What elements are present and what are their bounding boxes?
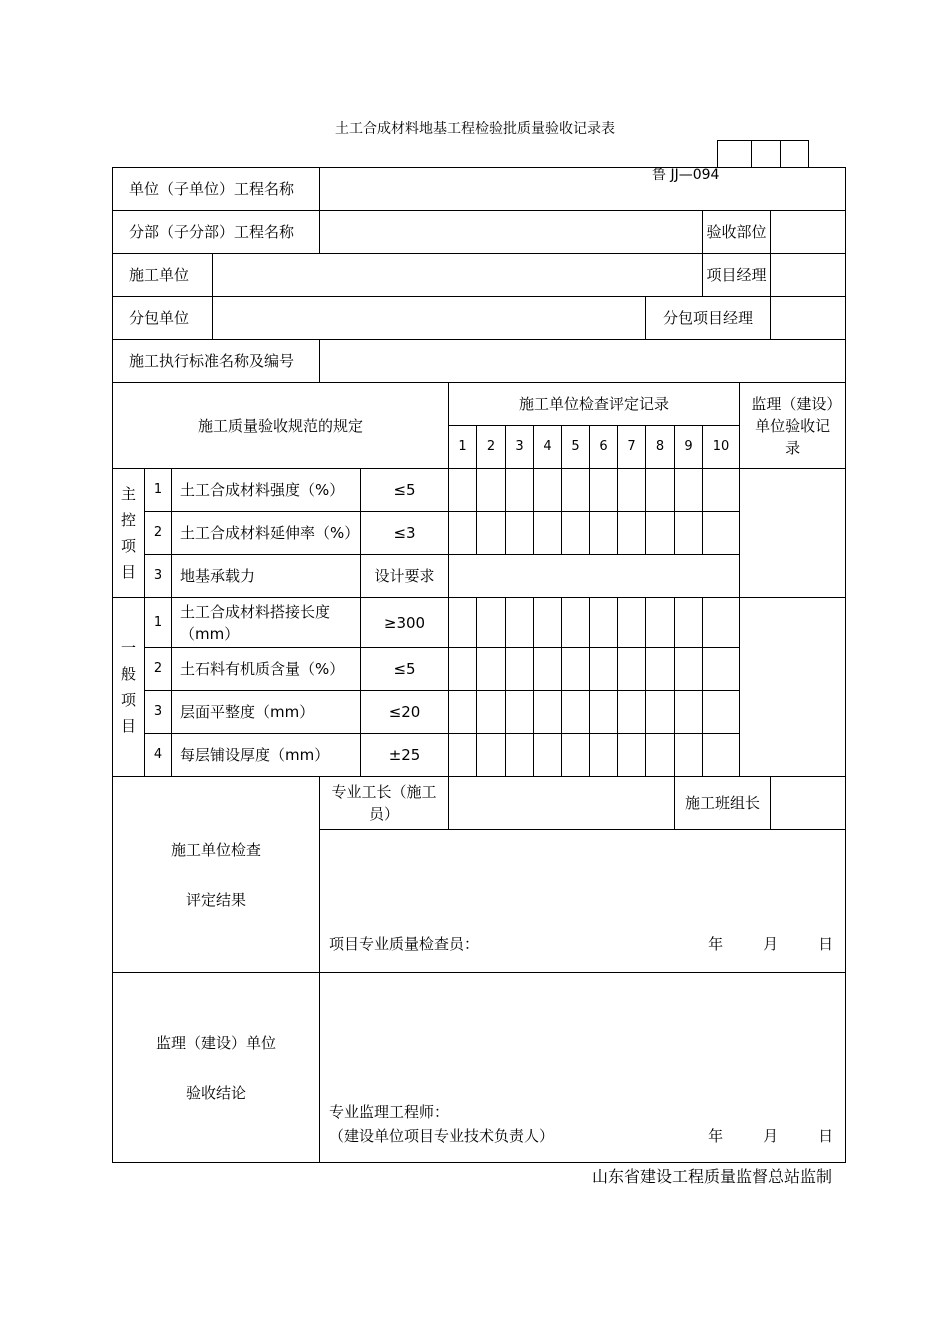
general-item-row [113, 648, 846, 691]
col-header: 10 [703, 426, 740, 469]
sub-project-label: 分部（子分部）工程名称 [113, 211, 320, 254]
item-name: 土工合成材料搭接长度（mm） [172, 598, 361, 648]
team-leader-value[interactable] [771, 777, 846, 830]
main-items-supervisor-cell[interactable] [740, 469, 846, 598]
item-limit: ≤3 [361, 512, 449, 555]
construction-unit-label: 施工单位 [113, 254, 213, 297]
item-limit: ≥300 [361, 598, 449, 648]
foreman-label: 专业工长（施工员） [320, 777, 449, 830]
acceptance-part-label: 验收部位 [703, 211, 771, 254]
item-no: 4 [145, 734, 172, 777]
general-item-row [113, 734, 846, 777]
item-no: 3 [145, 691, 172, 734]
col-header: 7 [618, 426, 646, 469]
general-items-supervisor-cell[interactable] [740, 598, 846, 777]
main-item-row [113, 555, 846, 598]
general-item-row [113, 691, 846, 734]
col-header: 8 [646, 426, 675, 469]
col-header: 1 [449, 426, 477, 469]
unit-project-value[interactable] [320, 168, 846, 211]
construction-unit-value[interactable] [213, 254, 703, 297]
col-header: 5 [562, 426, 590, 469]
item-limit: ≤20 [361, 691, 449, 734]
team-leader-label: 施工班组长 [675, 777, 771, 830]
code-box [717, 140, 809, 168]
col-header: 4 [534, 426, 562, 469]
col-header: 3 [506, 426, 534, 469]
item-limit: ±25 [361, 734, 449, 777]
unit-project-label: 单位（子单位）工程名称 [113, 168, 320, 211]
check-date: 年 月 日 [708, 935, 834, 953]
check-result-label: 施工单位检查 评定结果 [113, 777, 320, 973]
item-name: 土工合成材料强度（%） [172, 469, 361, 512]
main-item-row [113, 512, 846, 555]
standard-label: 施工执行标准名称及编号 [113, 340, 320, 383]
col-header: 6 [590, 426, 618, 469]
form-code: 鲁 JJ—094 [652, 167, 720, 183]
item-name: 层面平整度（mm） [172, 691, 361, 734]
item-no: 1 [145, 598, 172, 648]
item-no: 2 [145, 512, 172, 555]
standard-value[interactable] [320, 340, 846, 383]
item-no: 3 [145, 555, 172, 598]
owner-label: （建设单位项目专业技术负责人） [329, 1127, 555, 1145]
supervisor-label: 监理（建设）单位验收记录 [740, 383, 846, 469]
general-items-label: 一般项目 [113, 598, 145, 777]
item-limit: ≤5 [361, 469, 449, 512]
item-limit: 设计要求 [361, 555, 449, 598]
subcontract-unit-value[interactable] [213, 297, 646, 340]
spec-label: 施工质量验收规范的规定 [113, 383, 449, 469]
engineer-label: 专业监理工程师： [329, 1103, 450, 1121]
acceptance-form [112, 167, 846, 1163]
conclusion-sign-area[interactable] [320, 973, 846, 1163]
project-manager-value[interactable] [771, 254, 846, 297]
acceptance-part-value[interactable] [771, 211, 846, 254]
inspector-label: 项目专业质量检查员： [329, 935, 480, 953]
check-result-sign-area[interactable] [320, 830, 846, 973]
footer-issuer: 山东省建设工程质量监督总站监制 [592, 1167, 833, 1186]
sub-project-value[interactable] [320, 211, 703, 254]
item-name: 土石料有机质含量（%） [172, 648, 361, 691]
general-item-row [113, 598, 846, 648]
check-record-label: 施工单位检查评定记录 [449, 383, 740, 426]
item-name: 土工合成材料延伸率（%） [172, 512, 361, 555]
item-name: 每层铺设厚度（mm） [172, 734, 361, 777]
item-name: 地基承载力 [172, 555, 361, 598]
conclusion-date: 年 月 日 [708, 1127, 834, 1145]
main-items-label: 主控项目 [113, 469, 145, 598]
item-no: 1 [145, 469, 172, 512]
conclusion-label: 监理（建设）单位 验收结论 [113, 973, 320, 1163]
subcontract-unit-label: 分包单位 [113, 297, 213, 340]
bearing-capacity-record[interactable] [449, 555, 740, 598]
subcontract-manager-label: 分包项目经理 [646, 297, 771, 340]
form-title: 土工合成材料地基工程检验批质量验收记录表 [335, 121, 615, 137]
item-limit: ≤5 [361, 648, 449, 691]
subcontract-manager-value[interactable] [771, 297, 846, 340]
col-header: 9 [675, 426, 703, 469]
project-manager-label: 项目经理 [703, 254, 771, 297]
foreman-value[interactable] [449, 777, 675, 830]
main-item-row [113, 469, 846, 512]
item-no: 2 [145, 648, 172, 691]
col-header: 2 [477, 426, 506, 469]
